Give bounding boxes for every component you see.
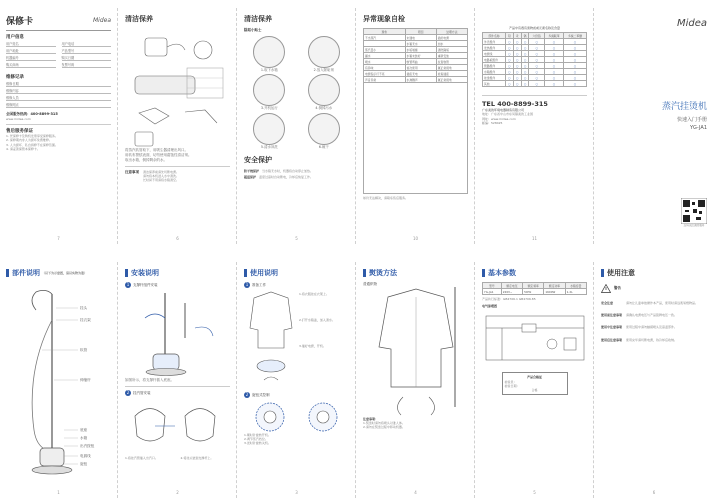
- certificate-box: [502, 372, 568, 395]
- page-title: 清洁保养: [125, 15, 153, 23]
- parameters-panel: [476, 262, 594, 498]
- user-field: 用户电话: [62, 40, 112, 47]
- troubleshooting-table: [363, 28, 468, 83]
- install-illustration-1: [125, 288, 231, 378]
- company-web: 网址：www.midea.com: [482, 116, 516, 121]
- manual-subtitle: 快速入门手册: [676, 117, 707, 123]
- substances-table: [482, 32, 587, 87]
- install-caption: 2.将挂头装到支撑杆上。: [180, 456, 214, 460]
- part-label: 电源线: [80, 454, 91, 458]
- step-caption: 5.清水冲洗: [260, 144, 278, 149]
- clean-caption: 取出水箱，倒掉剩余的水。: [125, 158, 167, 162]
- knob-caption: 1.顺时针旋转开机。: [244, 433, 271, 437]
- note-line: 2.请勿在熨烫过程中移动机器。: [363, 425, 405, 430]
- cautions-panel: [595, 262, 713, 498]
- product-name: 蒸汽挂烫机: [661, 102, 707, 112]
- descale-tips-heading: 除垢小贴士: [244, 28, 262, 32]
- parameters-table: [482, 282, 587, 295]
- warning-icon: [601, 284, 611, 293]
- ironing-panel: [357, 262, 475, 498]
- company-name: 广东美的环境电器制造有限公司: [482, 108, 525, 113]
- page-title: 异常现象自检: [363, 15, 405, 23]
- table-row: 不出蒸汽 未通电 插好电源: [364, 35, 468, 41]
- step-number: 1: [126, 282, 130, 287]
- user-field: 产品型号: [62, 47, 112, 54]
- top-sheet: [0, 8, 714, 244]
- page-title: 使用说明: [250, 269, 278, 277]
- col-header: 铅: [505, 33, 513, 39]
- page-number: 6: [652, 490, 656, 495]
- page-title: 使用注意: [607, 269, 635, 277]
- part-label: 挂衣架: [80, 318, 91, 322]
- certificate-line: 检验日期：: [504, 383, 520, 388]
- step-number: 1: [245, 282, 249, 287]
- knob-caption: 2.调节蒸汽档位。: [244, 437, 268, 442]
- table-row: YG-JA1 220V~ 50Hz 1600W 1.2L: [483, 289, 587, 295]
- caution-group: [601, 301, 707, 305]
- notice-label: 注意事项: [125, 170, 139, 174]
- page-number: 2: [176, 490, 179, 495]
- table-row: 外壳组件 ○ ○ ○ ○ ○ ○: [483, 39, 587, 45]
- part-label: 底座: [80, 428, 88, 432]
- caution-label: 使用前注意事项: [601, 313, 623, 318]
- service-line: 2. 保修期内非人为损坏免费维修。: [6, 138, 52, 143]
- user-field: 购买商场: [6, 61, 56, 68]
- safety-item: 超温保护 温度过高时自动断电，冷却后恢复工作。: [244, 175, 314, 180]
- cleaning-panel-1: [119, 8, 237, 244]
- substances-panel: [476, 8, 594, 244]
- caution-text: 使用过程中请勿触摸喷头及高温部件。: [626, 325, 678, 330]
- tel-hotline: TEL 400-8899-315: [482, 100, 548, 109]
- caution-label: 使用后注意事项: [601, 337, 623, 342]
- caution-label: 使用中注意事项: [601, 325, 623, 330]
- usage-illustration: [244, 288, 299, 388]
- step-number: 2: [126, 390, 130, 395]
- step-caption: 3.开机运行: [260, 106, 278, 111]
- col-header: 型号: [483, 283, 502, 289]
- cleaning-panel-2: [238, 8, 356, 244]
- page-title: 保修卡: [6, 17, 34, 27]
- knob-icon: [307, 401, 339, 433]
- repair-field: 维修日期: [6, 80, 111, 87]
- certificate-line: 合格: [531, 388, 538, 393]
- brand-logo: Midea: [676, 18, 707, 29]
- page-title: 熨烫方法: [369, 269, 397, 277]
- troubleshooting-note: 如仍无法解决，请联系售后服务。: [363, 196, 409, 200]
- service-line: 3. 人为损坏、私自拆修不在保修范围。: [6, 142, 58, 147]
- hotline: 全国服务热线：400-8899-315: [6, 112, 58, 116]
- circuit-diagram: [482, 308, 588, 368]
- fabric-type: 普通织物: [363, 282, 377, 286]
- table-row: 水箱组件 ○ ○ ○ ○ ○ ○: [483, 69, 587, 75]
- caution-text: 使用完毕请切断电源，待冷却后收纳。: [626, 337, 678, 342]
- step-caption: 1.取下水箱: [260, 68, 278, 72]
- notice-line: 请勿将本机浸入水中清洗。: [143, 174, 180, 179]
- table-row: 电路板组件 ○ ○ ○ ○ ○ ○: [483, 57, 587, 63]
- part-label: 旋钮: [80, 462, 88, 466]
- step-icon: [253, 113, 285, 145]
- part-label: 挂头: [80, 306, 88, 310]
- qr-caption: 扫码关注美的服务: [683, 223, 705, 227]
- troubleshooting-panel: [357, 8, 475, 244]
- page-number: 1: [57, 490, 60, 495]
- col-header: 额定电压: [501, 283, 522, 289]
- user-info-heading: 用户信息: [6, 35, 24, 40]
- service-line: 1. 凭保修卡及购机发票享受保修服务。: [6, 134, 58, 139]
- step-caption: 4.倒掉污水: [315, 106, 333, 111]
- repair-field: 维修人员: [6, 94, 111, 101]
- col-header: 现象: [364, 29, 406, 35]
- table-row: 挂烫组件 ○ ○ ○ ○ ○ ○: [483, 75, 587, 81]
- website: www.midea.com: [6, 117, 31, 121]
- repair-record-heading: 维修记录: [6, 75, 24, 80]
- service-heading: 售后服务保证: [6, 129, 33, 135]
- install-step-title: 挂汽管安装: [133, 391, 151, 395]
- ironing-illustration: [363, 287, 469, 417]
- steamer-diagram: [6, 280, 112, 480]
- certificate-title: 产品合格证: [526, 375, 542, 380]
- certificate-line: 检验员：: [504, 379, 517, 384]
- page-number: 6: [176, 236, 179, 241]
- table-row: 漏水 水箱未装好 重新安装: [364, 53, 468, 59]
- col-header: 额定频率: [523, 283, 544, 289]
- usage-panel: [238, 262, 356, 498]
- part-label: 水箱: [80, 436, 88, 440]
- safety-item: 防干烧保护 当水箱无水时，机器将自动停止加热。: [244, 169, 314, 174]
- user-field: 发票号码: [62, 61, 112, 68]
- table-row: 喷水 软管弯曲 拉直软管: [364, 59, 468, 65]
- col-header: 额定功率: [544, 283, 565, 289]
- table-row: 蒸汽量小 水垢堵塞 清洗除垢: [364, 47, 468, 53]
- table-row: 电源指示灯不亮 插座无电 检查插座: [364, 71, 468, 77]
- warranty-card-panel: [0, 8, 118, 244]
- user-field: 机器编号: [6, 54, 56, 61]
- user-field: 购买日期: [62, 54, 112, 61]
- col-header: 汞: [513, 33, 521, 39]
- usage-caption: 2.打开水箱盖，加入清水。: [299, 318, 335, 323]
- install-panel: [119, 262, 237, 498]
- page-number: 10: [412, 236, 419, 241]
- page-number: 4: [414, 490, 417, 495]
- col-header: 部件名称: [483, 33, 506, 39]
- step-number: 2: [245, 392, 249, 397]
- company-address: 地址：广东省中山市东凤镇美的工业园: [482, 112, 534, 117]
- company-postcode: 邮编：528425: [482, 120, 503, 125]
- caution-group: [601, 313, 707, 317]
- note-line: 1.熨烫时请勿将喷头对准人体。: [363, 421, 405, 426]
- step-icon: [253, 36, 285, 68]
- step-icon: [308, 36, 340, 68]
- warning-label: 警告: [614, 286, 621, 290]
- safety-heading: 安全保护: [244, 156, 272, 165]
- usage-caption: 3.插好电源，开机。: [299, 344, 326, 349]
- part-label: 软管: [80, 348, 88, 352]
- col-header: 水箱容量: [565, 283, 586, 289]
- page-title: 基本参数: [488, 269, 516, 277]
- usage-caption: 1.将衣服挂在衣架上。: [299, 292, 329, 296]
- circuit-title: 电气原理图: [482, 304, 498, 309]
- table-row: 有异味 首次使用 属正常现象: [364, 65, 468, 71]
- cleaning-illustration: [125, 28, 231, 148]
- user-field: 用户姓名: [6, 40, 56, 47]
- page-title: 安装说明: [131, 269, 159, 277]
- knob-caption: 3.逆时针旋转关机。: [244, 441, 271, 446]
- install-caption: 如图所示，将支撑杆插入底座。: [125, 378, 174, 382]
- col-header: 处理方法: [436, 29, 467, 35]
- col-header: 镉: [521, 33, 529, 39]
- repair-field: 维修内容: [6, 87, 111, 94]
- usage-step-title: 准备工作: [252, 283, 266, 287]
- cover-panel: [595, 8, 713, 244]
- table-row: 电源线 ○ ○ ○ ○ ○ ○: [483, 51, 587, 57]
- notice-line: 清洁保养前请先切断电源。: [143, 170, 180, 174]
- table-row: 其他 ○ ○ ○ ○ ○ ○: [483, 81, 587, 87]
- install-step-title: 支撑杆组件安装: [133, 283, 158, 287]
- col-header: 多溴联苯: [544, 33, 563, 39]
- col-header: 原因: [405, 29, 436, 35]
- step-caption: 6.晾干: [318, 144, 329, 149]
- usage-step-title: 旋钮式控制: [252, 393, 270, 397]
- page-number: 5: [295, 236, 298, 241]
- service-line: 4. 请妥善保管本保修卡。: [6, 146, 40, 151]
- table-continuation: [363, 83, 468, 194]
- install-illustration-2: [125, 396, 231, 456]
- page-number: 3: [295, 490, 298, 495]
- part-label: 伸缩杆: [80, 378, 91, 382]
- step-icon: [308, 113, 340, 145]
- install-caption: 1.将挂汽管插入出汽口。: [125, 456, 158, 460]
- repair-field: 维修网点: [6, 101, 111, 108]
- parts-panel: [0, 262, 118, 498]
- user-field: 用户地址: [6, 47, 56, 54]
- caution-group: [601, 325, 707, 329]
- page-number: 5: [533, 490, 536, 495]
- knob-icon: [254, 401, 286, 433]
- clean-caption: 将蒸汽软管取下，用吸尘器清理出风口。: [125, 148, 188, 152]
- page-number: 11: [531, 236, 538, 241]
- notice-line: 长时间不用请将水箱清空。: [143, 178, 180, 183]
- exec-standard: 产品执行标准：GB4706.1 GB4706.85: [482, 297, 536, 301]
- page-title: 清洁保养: [244, 15, 272, 23]
- notes-label: 注意事项：: [363, 417, 379, 421]
- parts-note: （以下为示意图，请以实物为准）: [42, 270, 88, 275]
- part-label: 出汽按钮: [80, 444, 95, 448]
- step-icon: [308, 74, 340, 106]
- caution-label: 安全注意: [601, 301, 614, 305]
- caution-text: 请勿让儿童单独操作本产品，使用时请远离易燃物品。: [626, 301, 699, 305]
- step-icon: [253, 74, 285, 106]
- step-caption: 2.放入除垢剂: [313, 68, 334, 72]
- table-row: 管路组件 ○ ○ ○ ○ ○ ○: [483, 63, 587, 69]
- bottom-sheet: [0, 262, 714, 498]
- brand-logo: Midea: [92, 17, 111, 24]
- page-number: 7: [57, 236, 60, 241]
- clean-caption: 用软布擦拭表面，切勿使用腐蚀性清洁剂。: [125, 153, 192, 157]
- page-title: 部件说明: [12, 269, 40, 277]
- caution-group: [601, 338, 707, 342]
- table-row: 发热组件 ○ ○ ○ ○ ○ ○: [483, 45, 587, 51]
- model-number: YG-JA1: [690, 125, 707, 131]
- substances-title: 产品中有毒有害物质或元素名称及含量: [508, 26, 560, 30]
- caution-text: 请确认电源电压与产品铭牌电压一致。: [626, 313, 678, 318]
- col-header: 多溴二苯醚: [564, 33, 587, 39]
- qr-code-icon: [681, 198, 707, 224]
- col-header: 六价铬: [529, 33, 544, 39]
- table-row: 水箱无水 加水: [364, 41, 468, 47]
- table-row: 声音异常 水沸腾声 属正常现象: [364, 77, 468, 83]
